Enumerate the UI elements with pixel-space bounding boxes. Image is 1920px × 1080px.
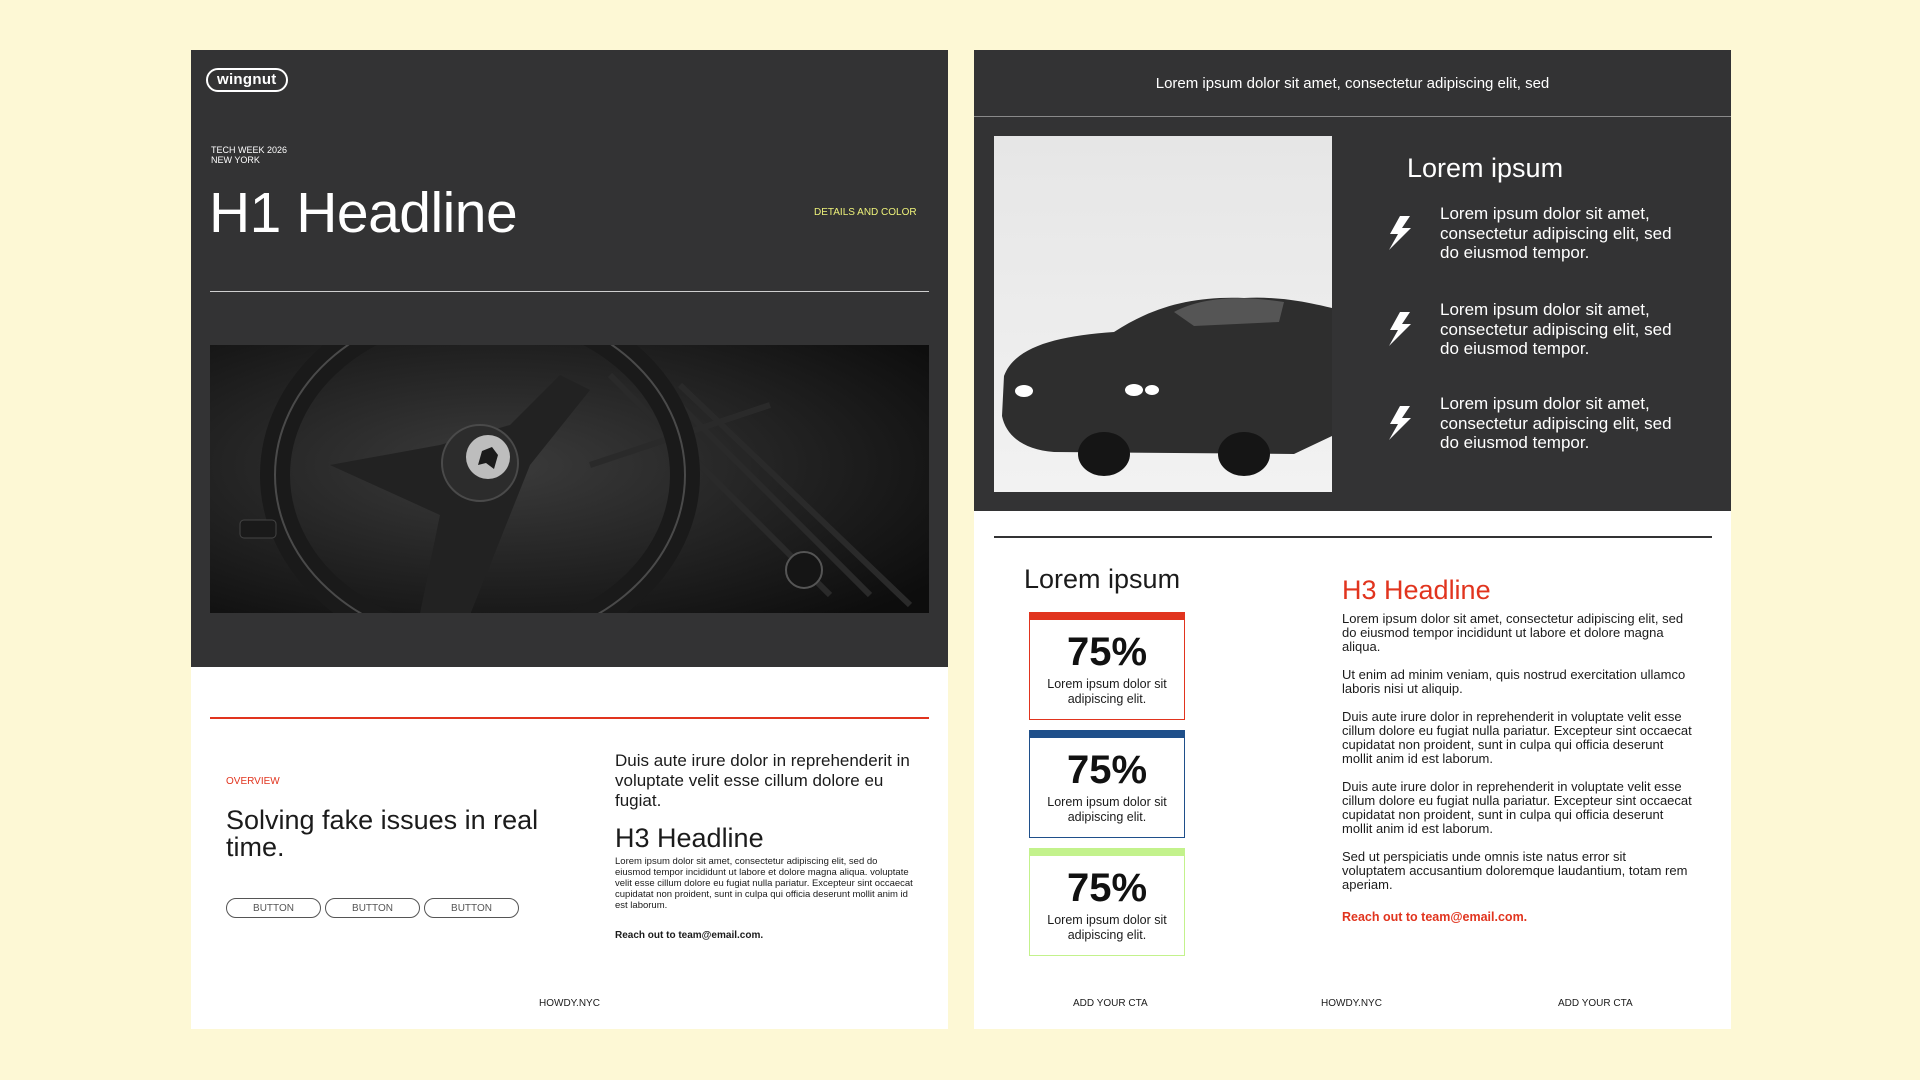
stat-label: Lorem ipsum dolor sit adipiscing elit.	[1047, 913, 1167, 942]
footer-url[interactable]: HOWDY.NYC	[1321, 998, 1382, 1009]
body-text	[1342, 612, 1692, 906]
divider	[974, 116, 1731, 117]
event-eyebrow	[211, 145, 287, 165]
paragraph: Sed ut perspiciatis unde omnis iste natus error sit voluptatem accusantium doloremque laudantium, totam rem aperiam.	[1342, 849, 1688, 892]
contact-line[interactable]: Reach out to team@email.com.	[1342, 910, 1528, 924]
stat-value: 75%	[1066, 866, 1148, 910]
button-group	[226, 898, 519, 918]
feature-item	[1380, 204, 1680, 263]
intro-text: Duis aute irure dolor in reprehenderit in voluptate velit esse cillum dolore eu fugiat.	[615, 751, 910, 810]
feature-item	[1380, 394, 1680, 453]
stat-value: 75%	[1066, 630, 1148, 674]
stat-card	[1029, 730, 1185, 838]
event-name: TECH WEEK 2026	[211, 145, 288, 155]
button-1[interactable]: BUTTON	[226, 898, 321, 918]
tagline: Lorem ipsum dolor sit amet, consectetur adipiscing elit, sed	[1155, 75, 1550, 92]
paragraph: Ut enim ad minim veniam, quis nostrud exercitation ullamco laboris nisi ut aliquip.	[1342, 667, 1686, 696]
stat-value: 75%	[1066, 748, 1148, 792]
stat-label: Lorem ipsum dolor sit adipiscing elit.	[1047, 677, 1167, 706]
divider	[210, 291, 929, 292]
flyer-page-right	[974, 50, 1731, 1029]
overview-label: OVERVIEW	[226, 776, 280, 787]
divider	[994, 536, 1712, 538]
paragraph: Duis aute irure dolor in reprehenderit in voluptate velit esse cillum dolore eu fugiat nulla pariatur. Excepteur sint occaecat cupidatat non proident, sunt in culpa qui officia deserunt mollit anim id est laborum.	[1342, 779, 1692, 836]
details-label: DETAILS AND COLOR	[814, 207, 917, 218]
contact-line[interactable]: Reach out to team@email.com.	[615, 930, 764, 941]
paragraph: Duis aute irure dolor in reprehenderit in voluptate velit esse cillum dolore eu fugiat nulla pariatur. Excepteur sint occaecat cupidatat non proident, sunt in culpa qui officia deserunt mollit anim id est laborum.	[1342, 709, 1692, 766]
stat-label: Lorem ipsum dolor sit adipiscing elit.	[1047, 795, 1167, 824]
feature-text: Lorem ipsum dolor sit amet, consectetur adipiscing elit, sed do eiusmod tempor.	[1440, 204, 1672, 262]
stat-card	[1029, 612, 1185, 720]
cta-right[interactable]: ADD YOUR CTA	[1558, 998, 1633, 1009]
cta-left[interactable]: ADD YOUR CTA	[1073, 998, 1148, 1009]
feature-item	[1380, 300, 1680, 359]
paragraph: Lorem ipsum dolor sit amet, consectetur adipiscing elit, sed do eiusmod tempor incididunt ut labore et dolore magna aliqua.	[1342, 611, 1684, 654]
footer-url[interactable]: HOWDY.NYC	[539, 998, 600, 1009]
feature-text: Lorem ipsum dolor sit amet, consectetur adipiscing elit, sed do eiusmod tempor.	[1440, 300, 1672, 358]
button-2[interactable]: BUTTON	[325, 898, 420, 918]
event-city: NEW YORK	[211, 155, 260, 165]
steering-wheel-photo	[210, 345, 929, 613]
page-headline: H1 Headline	[209, 181, 518, 245]
feature-panel	[974, 50, 1731, 511]
stat-card	[1029, 848, 1185, 956]
flyer-page-left	[191, 50, 948, 1029]
lightning-bolt-icon	[1380, 213, 1422, 253]
feature-text: Lorem ipsum dolor sit amet, consectetur adipiscing elit, sed do eiusmod tempor.	[1440, 394, 1672, 452]
hero-panel	[191, 50, 948, 667]
overview-title: Solving fake issues in real time.	[226, 805, 539, 862]
body-text: Lorem ipsum dolor sit amet, consectetur adipiscing elit, sed do eiusmod tempor incididunt ut labore et dolore magna aliqua. voluptate velit esse cillum dolore eu fugiat nulla pariatur. Excepteur sint occaecat cupidatat non proident, sunt in culpa qui officia deserunt mollit anim id est laborum.	[615, 856, 913, 911]
wingnut-logo: wingnut	[206, 68, 288, 92]
section-headline: H3 Headline	[615, 823, 764, 853]
lightning-bolt-icon	[1380, 309, 1422, 349]
car-photo	[994, 136, 1332, 492]
stats-title: Lorem ipsum	[1024, 564, 1181, 594]
features-title: Lorem ipsum	[1407, 153, 1564, 183]
button-3[interactable]: BUTTON	[424, 898, 519, 918]
accent-divider	[210, 717, 929, 719]
lightning-bolt-icon	[1380, 403, 1422, 443]
section-headline: H3 Headline	[1342, 575, 1491, 605]
